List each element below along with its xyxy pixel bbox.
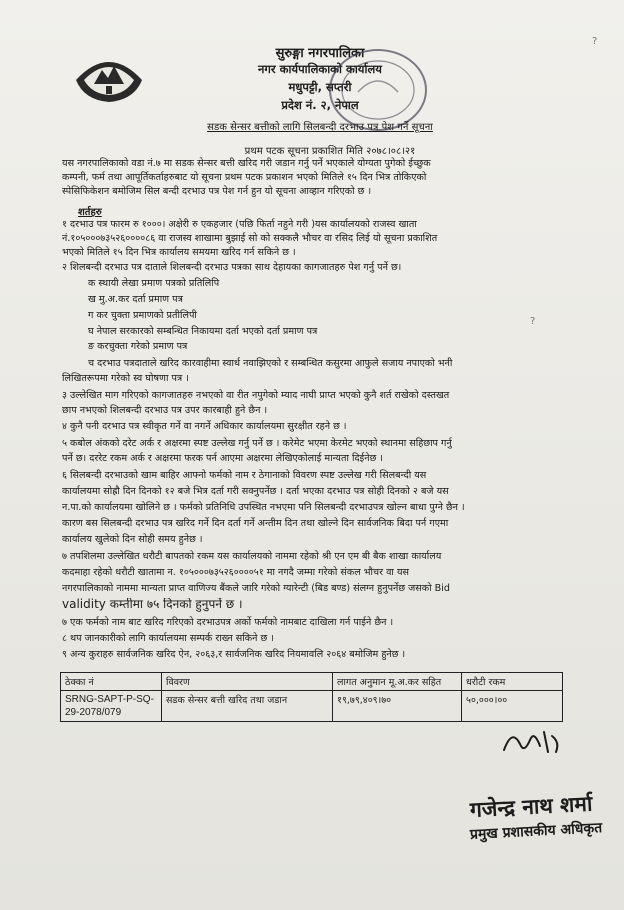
- condition-line: १ दरभाउ पत्र फारम रु १०००। अक्षेरी रु एकहजार (पछि फिर्ता नहुने गरी )यस कार्यालयको राजस्व खाता: [62, 219, 417, 230]
- tender-deposit: ५०,०००।००: [462, 691, 563, 722]
- condition-line: कदमाहा रहेको धरौटी खातामा न. १०५०००७३५२६००००५१ मा नगदै जम्मा गरेको संकल भौचर वा यस: [62, 567, 409, 578]
- intro-line: कम्पनी, फर्म तथा आपूर्तिकर्ताहरुबाट यो सूचना प्रथम पटक प्रकाशन भएको मितिले १५ दिन भित्र तोकिएको: [62, 172, 427, 183]
- condition-line: ४ कुनै पनी दरभाउ पत्र स्वीकृत गर्ने वा नगर्ने अधिकार कार्यालयमा सुरक्षीत रहने छ ।: [62, 421, 347, 432]
- col-header-description: विवरण: [162, 673, 333, 691]
- condition-line: कार्यालयमा सोह्रौ दिन दिनको १२ बजे भित्र दर्ता गरी सक्नुपर्नेछ । दर्ता भएका दरभाउ पत्र सोही दिनको २ बजे यस: [62, 486, 449, 497]
- condition-line: ५ कबोल अंकको दरेट अर्क र अक्षरमा स्पष्ट उल्लेख गर्नु पर्ने छ । करेमेट भएमा केरमेट भएको स्थानमा सहिछाप गर्नु: [62, 438, 452, 449]
- bid-validity-text: validity कम्तीमा ७५ दिनको हुनुपर्ने छ ।: [62, 598, 243, 611]
- condition-subitem: ङ करचुक्ता गरेको प्रमाण पत्र: [88, 341, 188, 352]
- condition-line: ७ एक फर्मको नाम बाट खरिद गरिएको दरभाउपत्र अर्को फर्मको नामबाट दाखिला गर्न पाईने छैन ।: [62, 617, 394, 628]
- intro-line: स्पेसिफिकेशन बमोजिम सिल बन्दी दरभाउ पत्र पेश गर्न हुन यो सूचना आव्हान गरिएको छ ।: [62, 186, 372, 197]
- condition-line: ८ थप जानकारीको लागि कार्यालयमा सम्पर्क राख्न सकिने छ ।: [62, 633, 274, 644]
- condition-line: ९ अन्य कुराहरु सार्वजनिक खरिद ऐन, २०६३,र सार्वजनिक खरिद नियमावलि २०६४ बमोजिम हुनेछ ।: [62, 649, 406, 660]
- condition-line: २ शिलबन्दी दरभाउ पत्र दाताले शिलबन्दी दरभाउ पत्रका साथ देहायका कागजातहरु पेश गर्नु पर्ने छ।: [62, 262, 402, 273]
- condition-line: ३ उल्लेखित माग गरिएको कागजातहरु नभएको वा रीत नपुगेको म्याद नाघी प्राप्त भएको कुनै शर्त राखेको दस्तखत: [62, 390, 450, 401]
- condition-line: नगरपालिकाको नाममा मान्यता प्राप्त वाणिज्य बैंकले जारि गरेको ग्यारेन्टी (बिड बण्ड) संलग्न हुनुपर्नेछ जसको Bid: [62, 583, 450, 594]
- table-row: [61, 691, 563, 722]
- publish-date: प्रथम पटक सूचना प्रकाशित मिति २०७८।०८।२१: [244, 146, 416, 157]
- notice-subject: सडक सेन्सर बत्तीको लागि सिलबन्दी दरभाउ पत्र पेश गर्ने सूचना: [207, 122, 433, 133]
- condition-line: कार्यालय खुलेको दिन सोही समय हुनेछ ।: [62, 534, 203, 545]
- condition-line: नं.१०५०००७३५२६००००८६ वा राजस्व शाखामा बुझाई सो को सक्कलै भौचर वा रसिद लिई यो सूचना प्रकाशित: [62, 233, 438, 244]
- table-header-row: [61, 673, 563, 691]
- condition-subitem: घ नेपाल सरकारको सम्बन्धित निकायमा दर्ता भएको दर्ता प्रमाण पत्र: [88, 326, 318, 337]
- condition-subitem: क स्थायी लेखा प्रमाण पत्रको प्रतिलिपि: [88, 278, 220, 289]
- condition-line: ६ सिलबन्दी दरभाउको खाम बाहिर आफ्नो फर्मको नाम र ठेगानाको विवरण स्पष्ट उल्लेख गरी सिलबन्दी यस: [62, 470, 427, 481]
- signatory-name: गजेन्द्र नाथ शर्मा: [469, 791, 593, 822]
- signatory-title: प्रमुख प्रशासकीय अधिकृत: [469, 820, 603, 843]
- condition-line: ७ तपशिलमा उल्लेखित धरौटी बापतको रकम यस कार्यालयको नाममा रहेको श्री एन एम बी बैक शाखा कार्यालय: [62, 551, 442, 562]
- condition-line: भएको मितिले १५ दिन भित्र कार्यालय समयमा खरिद गर्न सकिने छ ।: [62, 247, 296, 258]
- tender-cost: १९,७९,४०९।७०: [333, 691, 462, 722]
- condition-line: कारण बस सिलबन्दी दरभाउ पत्र खरिद गर्ने दिन दर्ता गर्ने अन्तीम दिन तथा खोल्ने दिन सार्वजनिक बिदा पर्न गएमा: [62, 518, 449, 529]
- intro-line: यस नगरपालिकाको वडा नं.७ मा सडक सेन्सर बत्ती खरिद गरी जडान गर्नु पर्ने भएकाले योग्यता पुगेको ईच्छुक: [62, 158, 431, 169]
- tender-table: [60, 672, 563, 722]
- condition-subitem: ग कर चुक्ता प्रमाणको प्रतीलिपी: [88, 310, 197, 321]
- conditions-heading: शर्तहरु: [78, 207, 102, 218]
- condition-line: लिखितरूपमा गरेको स्व घोषणा पत्र ।: [62, 373, 189, 384]
- handwritten-signature: [498, 722, 568, 762]
- condition-line: छाप नभएको शिलबन्दी दरभाउ पत्र उपर कारबाही हुने छैन ।: [62, 405, 268, 416]
- province-line: प्रदेश नं. २, नेपाल: [281, 98, 359, 112]
- col-header-deposit: धरौटी रकम: [462, 673, 563, 691]
- condition-subitem: ख मु.अ.कर दर्ता प्रमाण पत्र: [88, 294, 183, 305]
- question-mark: ?: [530, 316, 536, 327]
- tender-code: SRNG-SAPT-P-SQ-29-2078/079: [61, 691, 162, 722]
- col-header-cost-estimate: लागत अनुमान मू.अ.कर सहित: [333, 673, 462, 691]
- condition-line: पर्ने छ। दररेट रकम अर्क र अक्षरमा फरक पर्न आएमा अक्षरमा लेखिएकोलाई मान्यता दिईनेछ ।: [62, 453, 383, 464]
- condition-subitem: च दरभाउ पत्रदाताले खरिद कारवाहीमा स्वार्थ नवाझिएको र सम्बन्धित कसुरमा आफुले सजाय नपाएको भनी: [88, 358, 453, 369]
- question-mark: ?: [592, 36, 598, 47]
- tender-description: सडक सेन्सर बत्ती खरिद तथा जडान: [162, 691, 333, 722]
- col-header-tender-no: ठेक्का नं: [61, 673, 162, 691]
- nepal-emblem-logo: [70, 40, 148, 104]
- condition-line: न.पा.को कार्यालयमा खोलिने छ । फर्मको प्रतिनिधि उपस्थित नभएमा पनि सिलबन्दी दरभाउपत्र खोल्न बाधा पुग्ने छैन ।: [62, 502, 465, 513]
- bid-validity-line: [62, 598, 587, 612]
- office-location: मधुपट्टी, सप्तरी: [288, 80, 352, 94]
- municipality-name: सुरुङ्गा नगरपालिका: [275, 46, 365, 61]
- office-name: नगर कार्यपालिकाको कार्यालय: [258, 62, 382, 76]
